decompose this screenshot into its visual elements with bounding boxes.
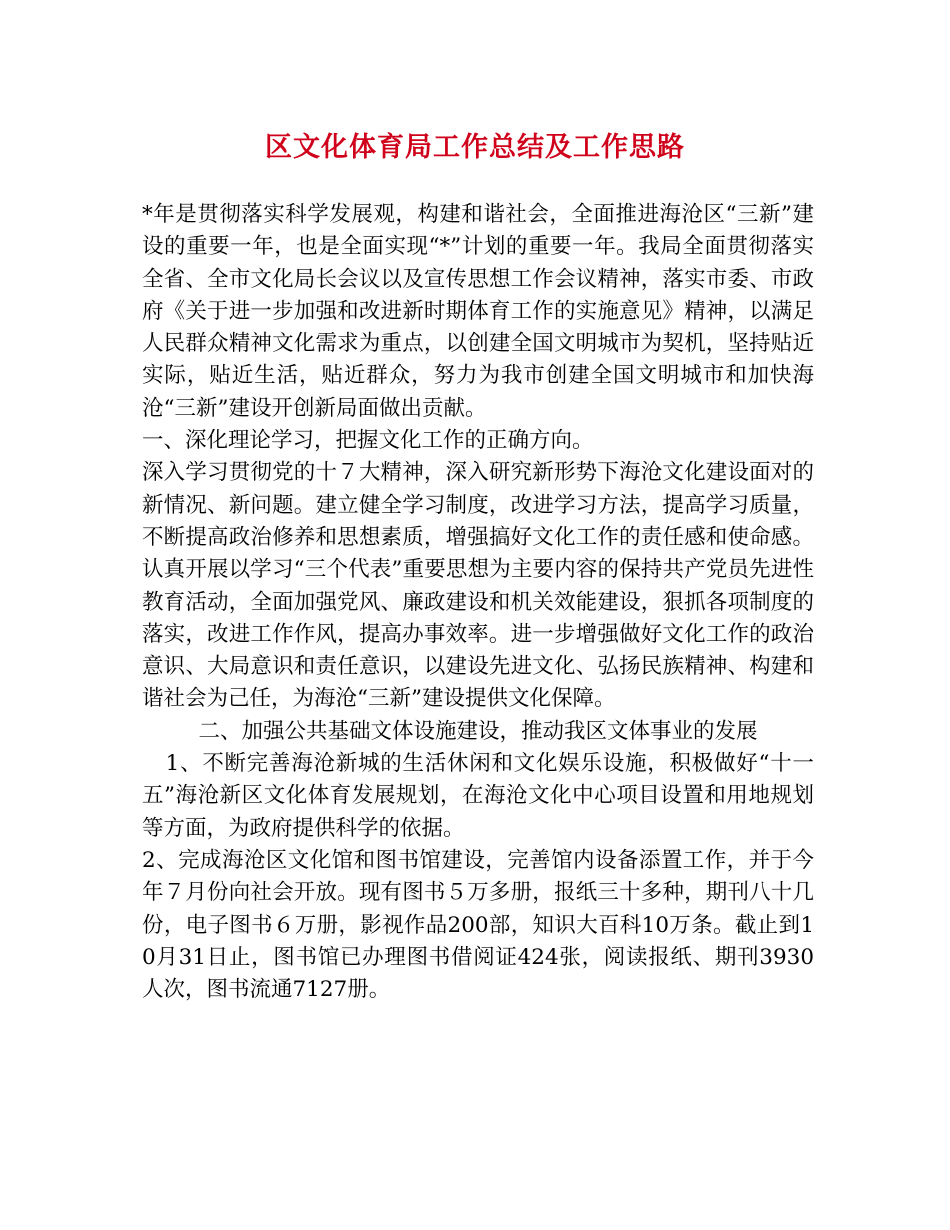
paragraph-item-1: 1、不断完善海沧新城的生活休闲和文化娱乐设施，积极做好“十一五”海沧新区文化体育发展规划，在海沧文化中心项目设置和用地规划等方面，为政府提供科学的依据。 [142,751,814,841]
document-body [142,199,814,1006]
paragraph-intro: *年是贯彻落实科学发展观，构建和谐社会，全面推进海沧区“三新”建设的重要一年，也是全面实现“*”计划的重要一年。我局全面贯彻落实全省、全市文化局长会议以及宣传思想工作会议精神，落实市委、市政府《关于进一步加强和改进新时期体育工作的实施意见》精神，以满足人民群众精神文化需求为重点，以创建全国文明城市为契机，坚持贴近实际，贴近生活，贴近群众，努力为我市创建全国文明城市和加快海沧“三新”建设开创新局面做出贡献。 [142,202,814,421]
section-heading-2: 二、加强公共基础文体设施建设，推动我区文体事业的发展 [198,718,758,744]
paragraph-section-1: 深入学习贯彻党的十７大精神，深入研究新形势下海沧文化建设面对的新情况、新问题。建立健全学习制度，改进学习方法，提高学习质量，不断提高政治修养和思想素质，增强搞好文化工作的责任感和使命感。认真开展以学习“三个代表”重要思想为主要内容的保持共产党员先进性教育活动，全面加强党风、廉政建设和机关效能建设，狠抓各项制度的落实，改进工作作风，提高办事效率。进一步增强做好文化工作的政治意识、大局意识和责任意识，以建设先进文化、弘扬民族精神、构建和谐社会为己任，为海沧“三新”建设提供文化保障。 [142,460,814,712]
section-heading-1: 一、深化理论学习，把握文化工作的正确方向。 [142,428,594,454]
paragraph-item-2: 2、完成海沧区文化馆和图书馆建设，完善馆内设备添置工作，并于今年７月份向社会开放。现有图书５万多册，报纸三十多种，期刊八十几份，电子图书６万册，影视作品200部，知识大百科10万条。截止到10月31日止，图书馆已办理图书借阅证424张，阅读报纸、期刊3930人次，图书流通7127册。 [142,847,814,1003]
document-title: 区文化体育局工作总结及工作思路 [265,132,685,163]
